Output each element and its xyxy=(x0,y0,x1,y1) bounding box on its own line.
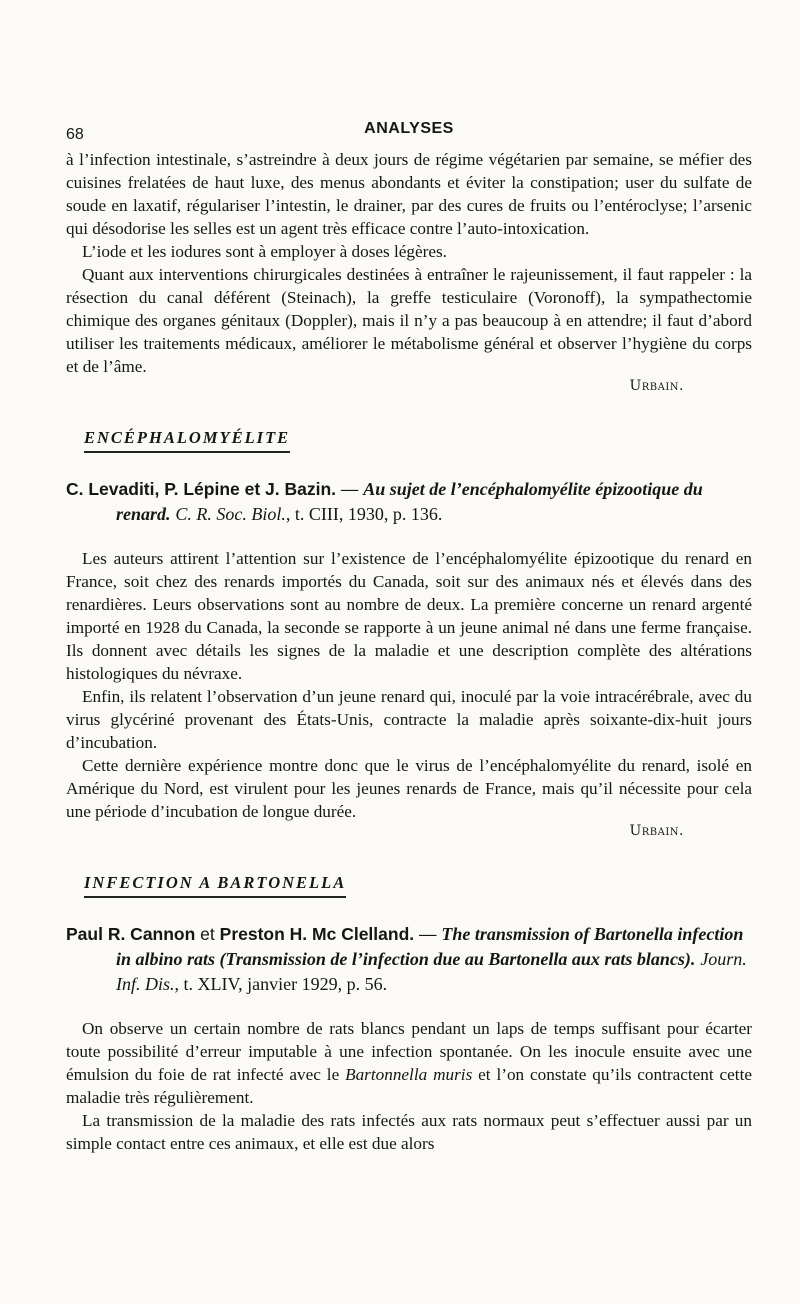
paragraph xyxy=(66,1017,752,1109)
bibliographic-reference xyxy=(66,477,752,527)
document-page xyxy=(66,120,752,1155)
ref-journal: C. R. Soc. Biol. xyxy=(175,504,286,524)
ref-dash: — xyxy=(414,924,442,944)
paragraph: Cette dernière expérience montre donc que le virus de l’encéphalomyélite du renard, isolé en Amérique du Nord, est virulent pour les jeunes renards de France, mais qu’il nécessite pour cela une période d’incubation de longue durée. xyxy=(66,756,752,821)
ref-title: The transmission of Bartonella infection in albino rats (Transmission de l’infection due au Bartonella aux rats blancs). xyxy=(116,924,744,969)
paragraph: La transmission de la maladie des rats infectés aux rats normaux peut s’effectuer aussi par un simple contact entre ces animaux, et elle est due alors xyxy=(66,1111,752,1153)
ref-conjunction: et xyxy=(195,924,220,944)
paragraph: Quant aux interventions chirurgicales destinées à entraîner le rajeunissement, il faut rappeler : la résection du canal déférent (Steinach), la greffe testiculaire (Voronoff), la sympathectomie chimique des organes génitaux (Doppler), mais il n’y a pas beaucoup à en attendre; il faut d’abord utiliser les traitements médicaux, améliorer le métabolisme général et observer l’hygiène du corps et de l’âme. xyxy=(66,265,752,376)
paragraph-text: On observe un certain nombre de rats blancs pendant un laps de temps suffisant pour écarter toute possibilité d’erreur imputable à une infection spontanée. On les inocule ensuite avec une émulsion du foie de rat infecté avec le xyxy=(66,1019,752,1084)
page-number: 68 xyxy=(66,126,84,143)
ref-title: Au sujet de l’encéphalomyélite épizootique du renard. xyxy=(116,479,703,524)
paragraph: Les auteurs attirent l’attention sur l’existence de l’encéphalomyélite épizootique du renard en France, soit chez des renards importés du Canada, soit sur des animaux nés et élevés dans des renardières. Leurs observations sont au nombre de deux. La première concerne un renard argenté importé en 1928 du Canada, la seconde se rapporte à un jeune animal né dans une ferme française. Ils donnent avec détails les signes de la maladie et une description complète des altérations histologiques du névraxe. xyxy=(66,549,752,683)
review-body xyxy=(66,547,752,841)
ref-dash: — xyxy=(336,479,364,499)
section-heading: INFECTION A BARTONELLA xyxy=(84,873,346,898)
ref-authors: C. Levaditi, P. Lépine et J. Bazin. xyxy=(66,479,337,499)
previous-review-continuation xyxy=(66,148,752,396)
paragraph: Enfin, ils relatent l’observation d’un jeune renard qui, inoculé par la voie intracérébrale, avec du virus glycériné provenant des États-Unis, contracte la maladie après soixante-dix-huit jours d’incubation. xyxy=(66,687,752,752)
section-heading: ENCÉPHALOMYÉLITE xyxy=(84,428,290,453)
page-header xyxy=(66,120,752,148)
paragraph-text: et l’on constate qu’ils contractent cette maladie très régulièrement. xyxy=(66,1065,752,1107)
ref-details: , t. CIII, 1930, p. 136. xyxy=(285,504,443,524)
ref-details: , t. XLIV, janvier 1929, p. 56. xyxy=(174,974,388,994)
ref-author-1: Paul R. Cannon xyxy=(66,924,196,944)
review-body xyxy=(66,1017,752,1155)
running-title: ANALYSES xyxy=(364,120,454,137)
ref-author-2: Preston H. Mc Clelland. xyxy=(219,924,415,944)
reviewer-signature: Urbain. xyxy=(629,378,684,394)
ref-journal: Journ. Inf. Dis. xyxy=(116,949,747,994)
bibliographic-reference xyxy=(66,922,752,997)
reviewer-signature: Urbain. xyxy=(629,823,684,839)
paragraph: L’iode et les iodures sont à employer à doses légères. xyxy=(82,242,447,261)
species-name: Bartonnella muris xyxy=(345,1065,473,1084)
paragraph: à l’infection intestinale, s’astreindre à deux jours de régime végétarien par semaine, se méfier des cuisines frelatées de haut luxe, des menus abondants et éviter la constipation; user du sulfate de soude en laxatif, régulariser l’intestin, le drainer, par des cures de fruits ou l’entéroclyse; l’arsenic qui désodorise les selles est un agent très efficace contre l’auto-intoxication. xyxy=(66,150,752,238)
